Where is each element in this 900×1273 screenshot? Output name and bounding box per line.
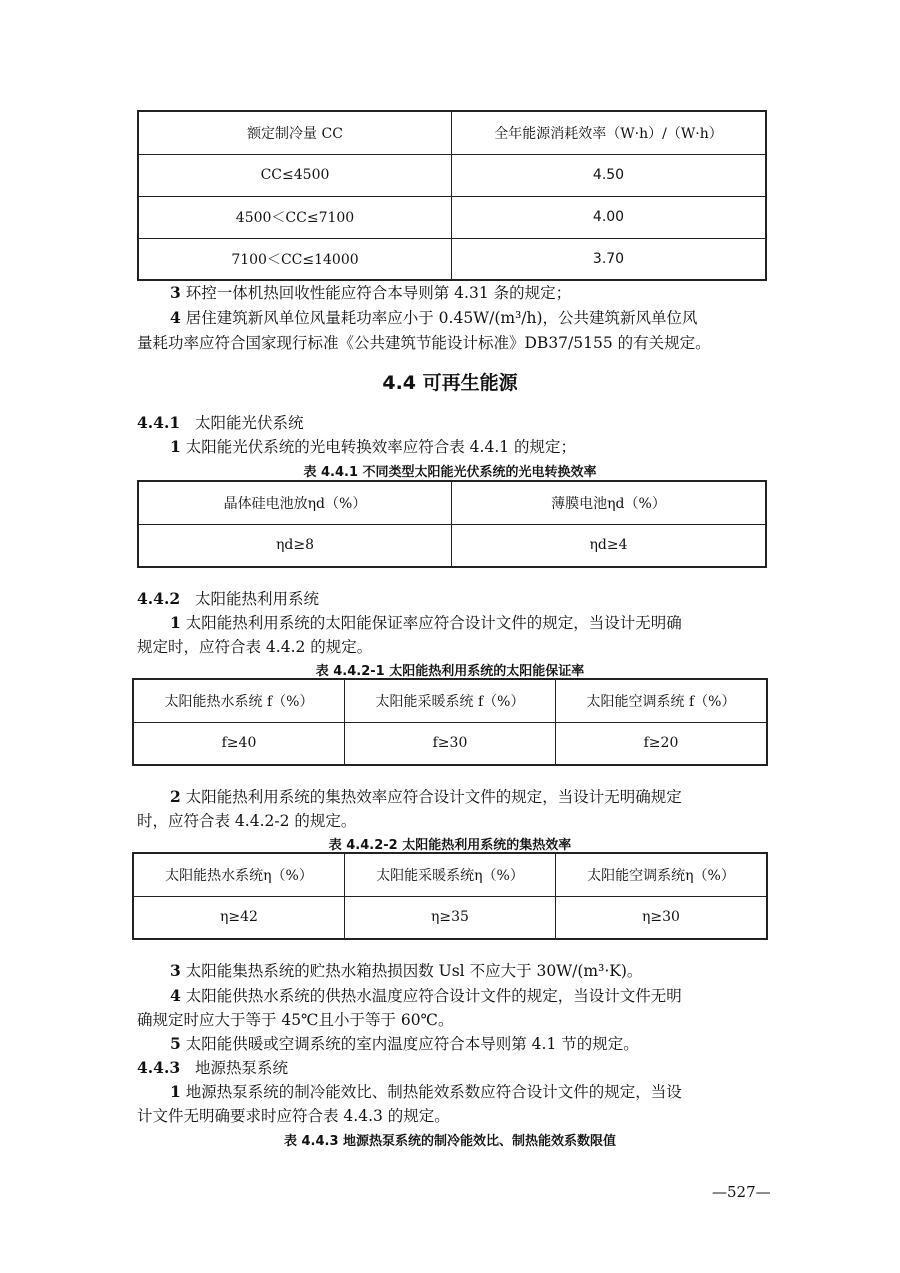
subsection-heading-4-4-1: 4.4.1 太阳能光伏系统 bbox=[137, 413, 304, 432]
paragraph-4-4-2-item-1: 1 太阳能热利用系统的太阳能保证率应符合设计文件的规定，当设计无明确 bbox=[170, 613, 682, 632]
collector-efficiency-table bbox=[132, 852, 768, 940]
paragraph-4-4-2-item-2-cont: 时，应符合表 4.4.2-2 的规定。 bbox=[137, 812, 357, 830]
table-cell: 4500＜CC≤7100 bbox=[138, 196, 452, 238]
solar-fraction-table bbox=[132, 678, 768, 766]
table-header-cell: 太阳能热水系统 f（%） bbox=[133, 679, 345, 722]
paragraph-4-4-2-item-1-cont: 规定时，应符合表 4.4.2 的规定。 bbox=[137, 638, 373, 656]
paragraph-4-4-1-item-1: 1 太阳能光伏系统的光电转换效率应符合表 4.4.1 的规定； bbox=[170, 437, 577, 456]
paragraph-4-4-2-item-3: 3 太阳能集热系统的贮热水箱热损因数 Usl 不应大于 30W/(m³·K)。 bbox=[170, 961, 643, 980]
table-cell: f≥40 bbox=[133, 722, 345, 765]
table-cell: f≥30 bbox=[345, 722, 556, 765]
table-row bbox=[138, 196, 766, 238]
table-row bbox=[133, 722, 767, 765]
table-cell: 4.50 bbox=[452, 154, 767, 196]
table-header-row bbox=[133, 679, 767, 722]
table-cell: ηd≥4 bbox=[452, 524, 767, 567]
table-cell: 3.70 bbox=[452, 238, 767, 280]
table-cell: f≥20 bbox=[556, 722, 768, 765]
subsection-heading-4-4-2: 4.4.2 太阳能热利用系统 bbox=[137, 589, 320, 608]
table-row bbox=[138, 524, 766, 567]
table-header-cell: 太阳能采暖系统η（%） bbox=[345, 853, 556, 896]
table-caption-4-4-2-1: 表 4.4.2-1 太阳能热利用系统的太阳能保证率 bbox=[315, 664, 585, 679]
table-header-cell: 薄膜电池ηd（%） bbox=[452, 481, 767, 524]
subsection-heading-4-4-3: 4.4.3 地源热泵系统 bbox=[137, 1058, 289, 1077]
table-header-cell: 太阳能空调系统 f（%） bbox=[556, 679, 768, 722]
table-header-cell: 额定制冷量 CC bbox=[138, 111, 452, 154]
energy-efficiency-table bbox=[137, 110, 767, 281]
paragraph-item-4-cont: 量耗功率应符合国家现行标准《公共建筑节能设计标准》DB37/5155 的有关规定。 bbox=[137, 334, 711, 352]
table-header-row bbox=[138, 481, 766, 524]
pv-efficiency-table bbox=[137, 480, 767, 568]
table-cell: CC≤4500 bbox=[138, 154, 452, 196]
table-cell: η≥35 bbox=[345, 896, 556, 939]
table-header-cell: 晶体硅电池放ηd（%） bbox=[138, 481, 452, 524]
paragraph-4-4-3-item-1: 1 地源热泵系统的制冷能效比、制热能效系数应符合设计文件的规定，当设 bbox=[170, 1082, 682, 1101]
paragraph-4-4-2-item-4: 4 太阳能供热水系统的供热水温度应符合设计文件的规定，当设计文件无明 bbox=[170, 986, 682, 1005]
table-cell: 4.00 bbox=[452, 196, 767, 238]
table-caption-4-4-3: 表 4.4.3 地源热泵系统的制冷能效比、制热能效系数限值 bbox=[283, 1134, 617, 1149]
table-header-cell: 太阳能热水系统η（%） bbox=[133, 853, 345, 896]
paragraph-item-3: 3 环控一体机热回收性能应符合本导则第 4.31 条的规定； bbox=[170, 283, 572, 302]
paragraph-4-4-2-item-5: 5 太阳能供暖或空调系统的室内温度应符合本导则第 4.1 节的规定。 bbox=[170, 1034, 639, 1053]
table-header-cell: 全年能源消耗效率（W·h）/（W·h） bbox=[452, 111, 767, 154]
table-header-cell: 太阳能空调系统η（%） bbox=[556, 853, 768, 896]
paragraph-4-4-2-item-4-cont: 确规定时应大于等于 45℃且小于等于 60℃。 bbox=[137, 1011, 454, 1029]
table-row bbox=[133, 896, 767, 939]
table-header-row bbox=[138, 111, 766, 154]
table-header-row bbox=[133, 853, 767, 896]
table-caption-4-4-2-2: 表 4.4.2-2 太阳能热利用系统的集热效率 bbox=[328, 838, 572, 853]
table-row bbox=[138, 154, 766, 196]
table-row bbox=[138, 238, 766, 280]
table-cell: η≥30 bbox=[556, 896, 768, 939]
table-header-cell: 太阳能采暖系统 f（%） bbox=[345, 679, 556, 722]
table-cell: ηd≥8 bbox=[138, 524, 452, 567]
table-cell: 7100＜CC≤14000 bbox=[138, 238, 452, 280]
paragraph-4-4-2-item-2: 2 太阳能热利用系统的集热效率应符合设计文件的规定，当设计无明确规定 bbox=[170, 787, 682, 806]
table-caption-4-4-1: 表 4.4.1 不同类型太阳能光伏系统的光电转换效率 bbox=[303, 465, 597, 480]
page-number: —527— bbox=[712, 1183, 771, 1201]
table-cell: η≥42 bbox=[133, 896, 345, 939]
paragraph-4-4-3-item-1-cont: 计文件无明确要求时应符合表 4.4.3 的规定。 bbox=[137, 1107, 450, 1125]
section-title: 4.4 可再生能源 bbox=[382, 372, 518, 394]
paragraph-item-4: 4 居住建筑新风单位风量耗功率应小于 0.45W/(m³/h)，公共建筑新风单位风 bbox=[170, 308, 698, 327]
